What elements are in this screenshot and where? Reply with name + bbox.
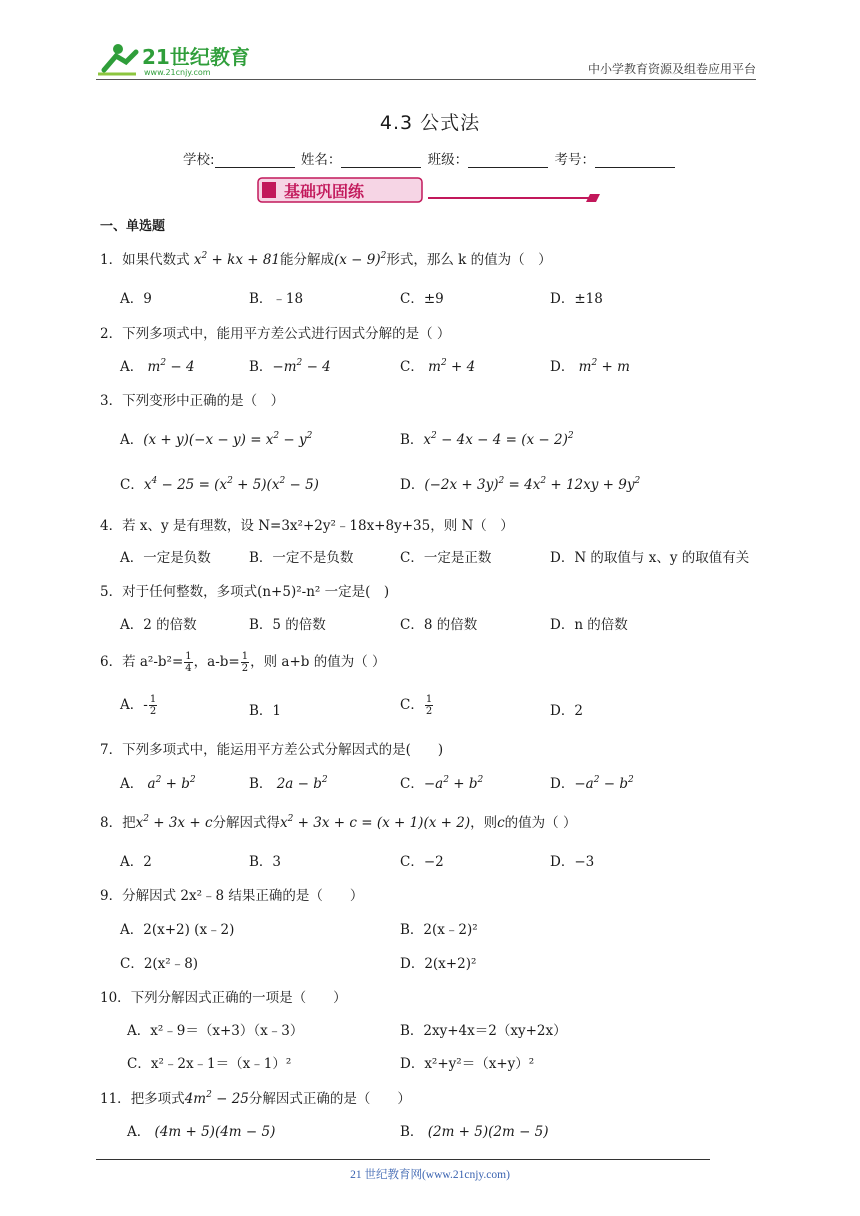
question-6: 6．若 a²-b²= $\frac{1}{4}$ ，a-b= $\frac{1}{2}$ ，则 a+b 的值为（ ） (100, 651, 386, 674)
q1-option-c[interactable]: C．±9 (400, 291, 444, 307)
footer-divider (96, 1159, 710, 1160)
question-2: 2．下列多项式中，能用平方差公式进行因式分解的是（ ） (100, 326, 451, 342)
q8-option-b[interactable]: B．3 (249, 854, 282, 870)
question-5: 5．对于任何整数，多项式(n+5)²-n² 一定是( ) (100, 584, 390, 600)
q6-option-c[interactable]: C． $\frac{1}{2}$ (400, 694, 433, 717)
svg-text:www.21cnjy.com: www.21cnjy.com (144, 68, 211, 77)
q1-option-b[interactable]: B．﹣18 (249, 291, 304, 307)
q1-option-d[interactable]: D．±18 (550, 291, 603, 307)
field-name-label: 姓名： (300, 152, 342, 168)
svg-text:21世纪教育: 21世纪教育 (142, 45, 250, 69)
question-4: 4．若 x、y 是有理数，设 N=3x²+2y²﹣18x+8y+35，则 N（ ） (100, 518, 514, 534)
q5-option-c[interactable]: C．8 的倍数 (400, 617, 478, 633)
q7-option-b[interactable]: B． $2a - b^2$ (249, 775, 328, 792)
q9-option-b[interactable]: B．2(x﹣2)² (400, 922, 478, 938)
field-id-blank[interactable] (595, 153, 675, 168)
q1-option-a[interactable]: A．9 (120, 291, 152, 307)
q6-option-d[interactable]: D．2 (550, 703, 583, 719)
q8-option-c[interactable]: C．−2 (400, 854, 444, 870)
q10-option-d[interactable]: D．x²+y²＝（x+y）² (400, 1056, 535, 1072)
q3-option-a[interactable]: A．$(x + y)(-x - y) = x^2 - y^2$ (120, 431, 313, 448)
field-school-blank[interactable] (215, 153, 295, 168)
q2-option-a[interactable]: A． $m^2 - 4$ (120, 358, 195, 375)
expr-q1-poly: $x^2$ + kx + 81 (193, 251, 281, 268)
q6-option-b[interactable]: B．1 (249, 703, 282, 719)
question-8: 8．把$x^2 + 3x + c$分解因式得$x^2 + 3x + c = (x + 1)(x + 2)$，则c的值为（ ） (100, 814, 577, 831)
field-class-blank[interactable] (468, 153, 548, 168)
q9-option-c[interactable]: C．2(x²﹣8) (120, 956, 199, 972)
site-logo (96, 40, 266, 78)
q4-option-b[interactable]: B．一定不是负数 (249, 550, 354, 566)
q5-option-b[interactable]: B．5 的倍数 (249, 617, 326, 633)
q8-option-a[interactable]: A．2 (120, 854, 152, 870)
question-10: 10．下列分解因式正确的一项是（ ） (100, 990, 347, 1006)
expr-q1-form: $(x - 9)^2$ (334, 251, 387, 268)
svg-text:基础巩固练: 基础巩固练 (284, 182, 365, 201)
header-platform-text: 中小学教育资源及组卷应用平台 (587, 62, 756, 76)
q2-option-d[interactable]: D． $m^2 + m$ (550, 358, 630, 375)
section-banner (252, 175, 602, 205)
footer-link[interactable]: 21 世纪教育网(www.21cnjy.com) (350, 1169, 510, 1181)
question-7: 7．下列多项式中，能运用平方差公式分解因式的是( ) (100, 742, 444, 758)
q5-option-d[interactable]: D．n 的倍数 (550, 617, 628, 633)
section-heading: 一、单选题 (100, 219, 166, 234)
q3-option-b[interactable]: B．$x^2 - 4x - 4 = (x - 2)^2$ (400, 431, 574, 448)
q10-option-c[interactable]: C．x²﹣2x﹣1＝（x﹣1）² (127, 1056, 292, 1072)
q11-option-a[interactable]: A． (4m + 5)(4m − 5) (127, 1124, 276, 1140)
q3-option-d[interactable]: D．$(-2x + 3y)^2 = 4x^2 + 12xy + 9y^2$ (400, 476, 641, 493)
field-id-label: 考号： (554, 152, 595, 168)
question-9: 9．分解因式 2x²﹣8 结果正确的是（ ） (100, 888, 364, 904)
page-title: 4.3 公式法 (379, 112, 481, 134)
q4-option-a[interactable]: A．一定是负数 (120, 550, 211, 566)
q9-option-d[interactable]: D．2(x+2)² (400, 956, 477, 972)
q10-option-b[interactable]: B．2xy+4x＝2（xy+2x） (400, 1023, 567, 1039)
field-class-label: 班级： (427, 152, 469, 168)
q7-option-a[interactable]: A． $a^2 + b^2$ (120, 775, 196, 792)
q8-option-d[interactable]: D．−3 (550, 854, 595, 870)
question-1: 1．如果代数式 $x^2$ + kx + 81能分解成$(x - 9)^2$形式，那么 k 的值为（ ） (100, 251, 552, 268)
q11-option-b[interactable]: B． (2m + 5)(2m − 5) (400, 1124, 549, 1140)
question-11: 11．把多项式$4m^2 - 25$分解因式正确的是（ ） (100, 1090, 411, 1107)
question-3: 3．下列变形中正确的是（ ） (100, 393, 285, 409)
q7-option-c[interactable]: C．$-a^2 + b^2$ (400, 775, 484, 792)
q7-option-d[interactable]: D．$-a^2 - b^2$ (550, 775, 634, 792)
q10-option-a[interactable]: A．x²﹣9＝（x+3）（x﹣3） (127, 1023, 304, 1039)
header-divider (96, 79, 756, 80)
student-info-fields (0, 148, 860, 168)
q4-option-d[interactable]: D．N 的取值与 x、y 的取值有关 (550, 550, 750, 566)
q4-option-c[interactable]: C．一定是正数 (400, 550, 492, 566)
q6-option-a[interactable]: A．- $\frac{1}{2}$ (120, 694, 157, 717)
field-school-label: 学校: (183, 152, 215, 168)
q5-option-a[interactable]: A．2 的倍数 (120, 617, 197, 633)
field-name-blank[interactable] (341, 153, 421, 168)
q2-option-c[interactable]: C． $m^2 + 4$ (400, 358, 476, 375)
q3-option-c[interactable]: C．$x^4 - 25 = (x^2 + 5)(x^2 - 5)$ (120, 476, 319, 493)
q2-option-b[interactable]: B．$-m^2 - 4$ (249, 358, 331, 375)
q9-option-a[interactable]: A．2(x+2) (x﹣2) (120, 922, 235, 938)
